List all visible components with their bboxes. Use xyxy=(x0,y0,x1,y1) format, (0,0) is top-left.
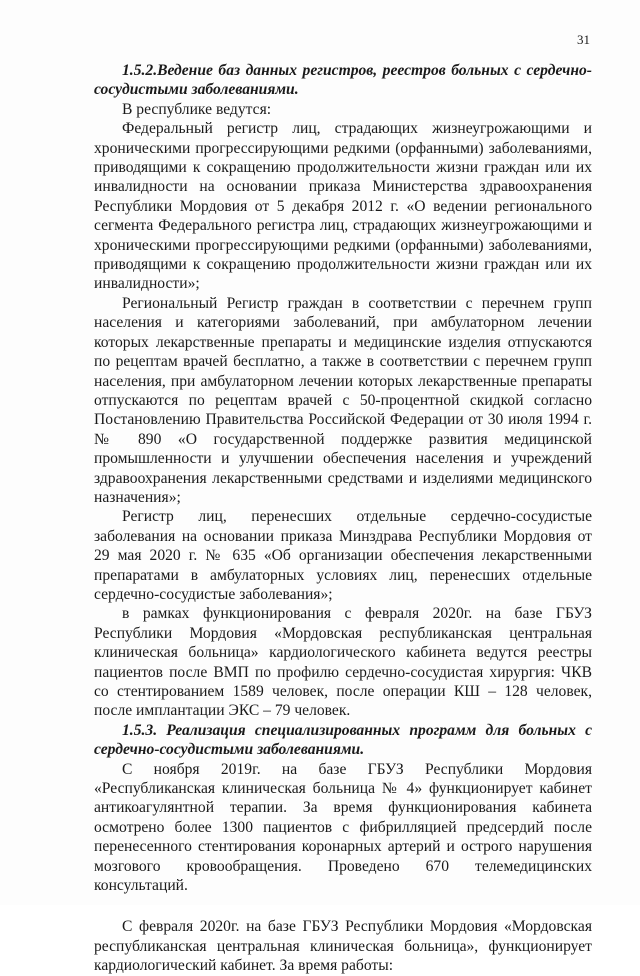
paragraph-federal-register: Федеральный регистр лиц, страдающих жизнеугрожающими и хроническими прогрессирующими редкими (орфанными) заболеваниями, приводящими к сокращению продолжительности жизни граждан или их инвалидности на основании приказа Министерства здравоохранения Республики Мордовия от 5 декабря 2012 г. «О ведении регионального сегмента Федерального регистра лиц, страдающих жизнеугрожающими и хроническими прогрессирующими редкими (орфанными) заболеваниями, приводящими к сокращению продолжительности жизни граждан или их инвалидности»; xyxy=(94,120,592,293)
section-heading-1-5-3: 1.5.3. Реализация специализированных программ для больных с сердечно-сосудистыми заболеваниями. xyxy=(94,721,592,759)
paragraph-intro: В республике ведутся: xyxy=(122,100,272,118)
paragraph-vmp-registry: в рамках функционирования с февраля 2020г. на базе ГБУЗ Республики Мордовия «Мордовская республиканская центральная клиническая больница» кардиологического кабинета ведутся реестры пациентов после ВМП по профилю сердечно-сосудистая хирургия: ЧКВ со стентированием 1589 человек, после операции КШ – 128 человек, после имплантации ЭКС – 79 человек. xyxy=(94,605,592,720)
page-content xyxy=(94,61,592,976)
paragraph-cardio-register: Регистр лиц, перенесших отдельные сердечно-сосудистые заболевания на основании приказа Минздрава Республики Мордовия от 29 мая 2020 г. № 635 «Об организации обеспечения лекарственными препаратами в амбулаторных условиях лиц, перенесших отдельные сердечно-сосудистые заболевания»; xyxy=(94,508,592,603)
section-heading-1-5-2: 1.5.2.Ведение баз данных регистров, реестров больных с сердечно-сосудистыми заболеваниями. xyxy=(94,62,592,99)
paragraph-regional-register: Региональный Регистр граждан в соответствии с перечнем групп населения и категориями заболеваний, при амбулаторном лечении которых лекарственные препараты и медицинские изделия отпускаются по рецептам врачей бесплатно, а также в соответствии с перечнем групп населения, при амбулаторном лечении которых лекарственные препараты отпускаются по рецептам врачей с 50-процентной скидкой согласно Постановлению Правительства Российской Федерации от 30 июля 1994 г. № 890 «О государственной поддержке развития медицинской промышленности и улучшении обеспечения населения и учреждений здравоохранения лекарственными средствами и изделиями медицинского назначения»; xyxy=(94,294,592,506)
paragraph-gap xyxy=(94,895,592,917)
paragraph-anticoagulant-cabinet: С ноября 2019г. на базе ГБУЗ Республики Мордовия «Республиканская клиническая больница № 4» функционирует кабинет антикоагулянтной терапии. За время функционирования кабинета осмотрено более 1300 пациентов с фибрилляцией предсердий после перенесенного стентирования коронарных артерий и острого нарушения мозгового кровообращения. Проведено 670 телемедицинских консультаций. xyxy=(94,760,592,895)
paragraph-cardiology-cabinet: С февраля 2020г. на базе ГБУЗ Республики Мордовия «Мордовская республиканская центральная клиническая больница», функционирует кардиологический кабинет. За время работы: xyxy=(94,918,592,975)
page-number: 31 xyxy=(577,32,590,47)
